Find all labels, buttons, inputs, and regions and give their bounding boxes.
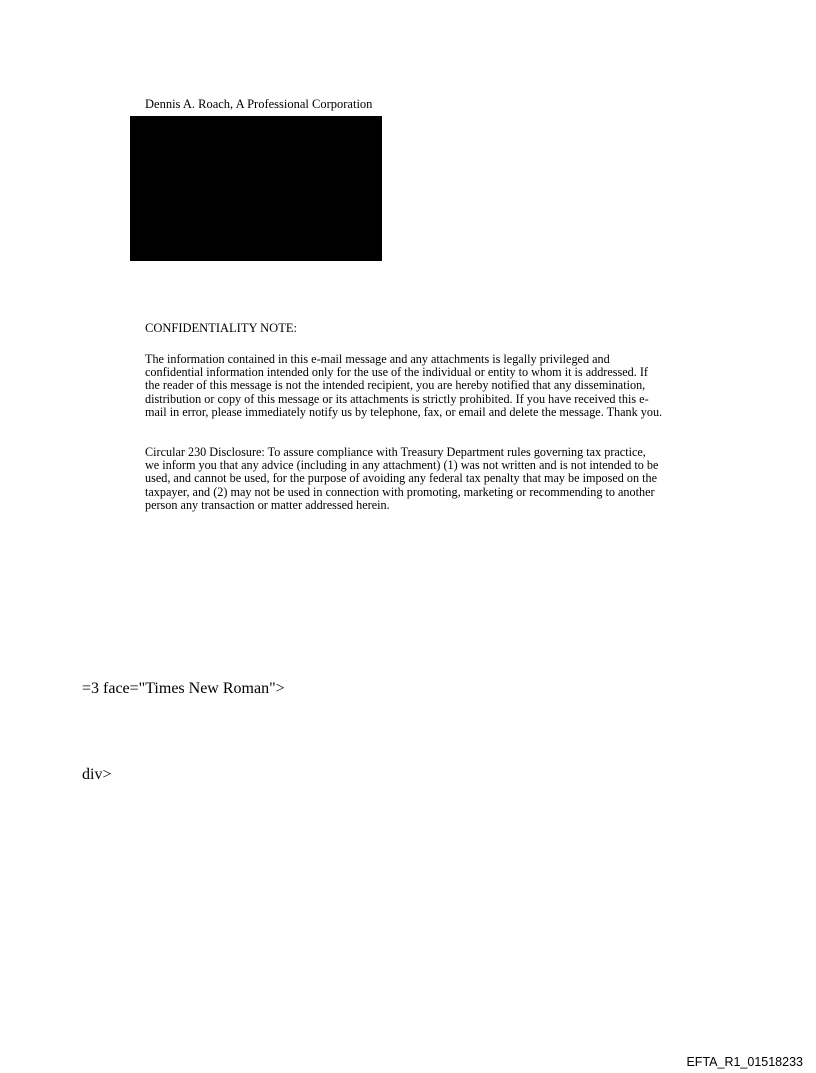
paragraph-line: distribution or copy of this message or its attachments is strictly prohibited. If you have received this e- (145, 391, 649, 406)
paragraph-line: confidential information intended only for the use of the individual or entity to whom it is addressed. If (145, 365, 648, 380)
paragraph-line: Circular 230 Disclosure: To assure compliance with Treasury Department rules governing tax practice, (145, 445, 646, 459)
stray-markup-text: div> (82, 766, 112, 783)
circular-230-paragraph (145, 446, 658, 512)
stray-markup-text: =3 face="Times New Roman"> (82, 680, 285, 697)
paragraph-line: person any transaction or matter addressed herein. (145, 497, 390, 512)
document-id: EFTA_R1_01518233 (686, 1055, 803, 1069)
firm-name: Dennis A. Roach, A Professional Corporation (145, 97, 373, 111)
paragraph-line: used, and cannot be used, for the purpose of avoiding any federal tax penalty that may be imposed on the (145, 471, 658, 486)
confidentiality-heading: CONFIDENTIALITY NOTE: (145, 321, 297, 335)
paragraph-line: the reader of this message is not the intended recipient, you are hereby notified that any dissemination, (145, 378, 646, 393)
paragraph-line: The information contained in this e-mail message and any attachments is legally privileged and (145, 352, 610, 366)
paragraph-line: taxpayer, and (2) may not be used in connection with promoting, marketing or recommending to another (145, 484, 655, 499)
paragraph-line: mail in error, please immediately notify us by telephone, fax, or email and delete the message. Thank you. (145, 404, 663, 419)
paragraph-line: we inform you that any advice (including in any attachment) (1) was not written and is not intended to be (145, 458, 659, 473)
confidentiality-paragraph (145, 353, 662, 419)
redaction-block (130, 116, 382, 261)
